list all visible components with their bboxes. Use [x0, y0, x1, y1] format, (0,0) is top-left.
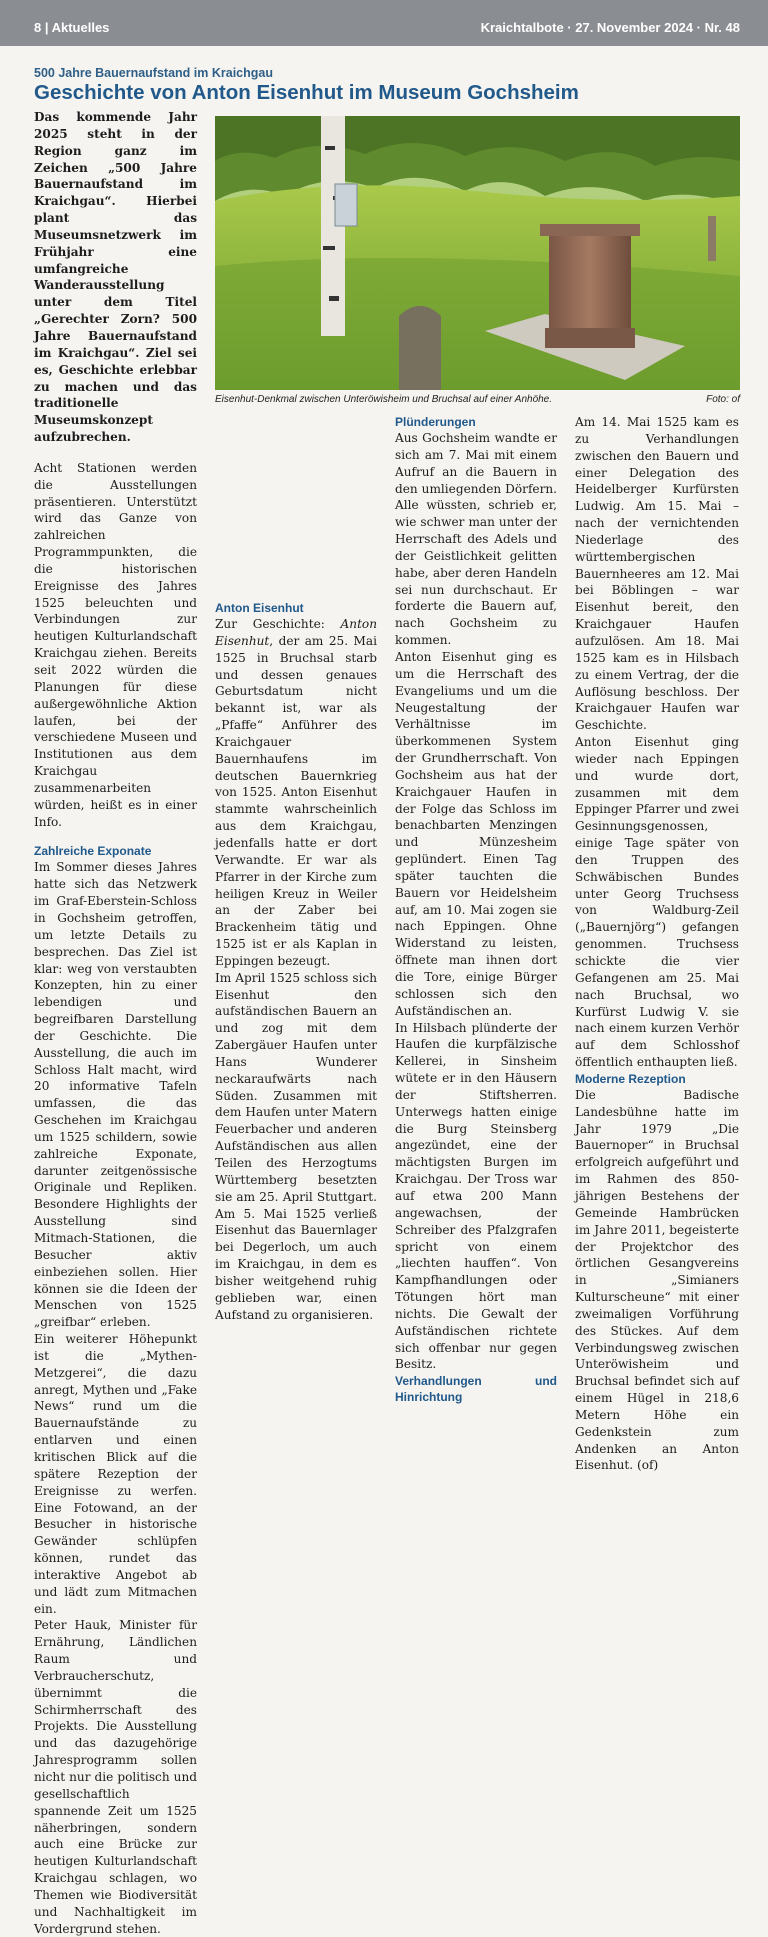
- paragraph: Zur Geschichte: Anton Eisenhut, der am 25. Mai 1525 in Bruchsal starb und dessen genaues Geburtsdatum nicht bekannt ist, war als „Pfaffe“ Anführer des Kraichgauer Bauernhaufens im deutschen Bauernkrieg von 1525. Anton Eisenhut stammte wahrscheinlich aus dem Kraichgau, jedenfalls hatte er dort Verwandte. Er war als Pfarrer in der Kirche zum heiligen Kreuz in Weiler an der Zaber bei Brackenheim tätig und 1525 ist er als Kaplan in Eppingen bezeugt.: [215, 617, 377, 968]
- column-3: [395, 414, 557, 1405]
- article-headline: Geschichte von Anton Eisenhut im Museum Gochsheim: [34, 81, 579, 104]
- column-2: [215, 414, 377, 1323]
- paragraph: Im Sommer dieses Jahres hatte sich das Netzwerk im Graf-Eberstein-Schloss in Gochsheim getroffen, um letzte Details zu besprechen. Das Ziel ist klar: weg von verstaubten Konzepten, hin zu einer lebendigen und begreifbaren Darstellung der Geschichte. Die Ausstellung, die auch im Schloss Halt macht, wird 20 informative Tafeln umfassen, die das Geschehen im Kraichgau um 1525 schildern, sowie zahlreiche Exponate, darunter zeitgenössische Originale und Repliken. Besondere Highlights der Ausstellung sind Mitmach-Stationen, die Besucher aktiv einbeziehen sollen. Hier können sie die Ideen der Menschen von 1525 „greifbar“ erleben.: [34, 860, 197, 1330]
- paragraph: Aus Gochsheim wandte er sich am 7. Mai mit einem Aufruf an die Bauern in den umliegenden Dörfern. Alle wüssten, schrieb er, wie schwer man unter der Herrschaft des Adels und der Geistlichkeit gelitten habe, aber deren Handeln sei nun durchschaut. Er forderte die Bauern auf, nach Gochsheim zu kommen.: [395, 431, 557, 648]
- paragraph: Peter Hauk, Minister für Ernährung, Ländlichen Raum und Verbraucherschutz, übernimmt die Schirmherrschaft des Projekts. Die Ausstellung und das dazugehörige Jahresprogramm sollen nicht nur die politisch und gesellschaftlich spannende Zeit um 1525 näherbringen, sondern auch eine Brücke zur heutigen Kulturlandschaft Kraichgau schlagen, wo Themen wie Biodiversität und Nachhaltigkeit im Vordergrund stehen.: [34, 1618, 197, 1936]
- name-anton-eisenhut: Anton Eisenhut: [215, 617, 377, 648]
- paragraph: Ein weiterer Höhepunkt ist die „Mythen-Metzgerei“, die dazu anregt, Mythen und „Fake News“ rund um die Bauernaufstände zu entlarven und einen kritischen Blick auf die spätere Rezeption der Ereignisse zu werfen. Eine Fotowand, an der Besucher in historische Gewänder schlüpfen können, rundet das interaktive Angebot ab und lädt zum Mitmachen ein.: [34, 1332, 197, 1616]
- paragraph: Im April 1525 schloss sich Eisenhut den aufständischen Bauern an und zog mit dem Zabergäuer Haufen unter Hans Wunderer neckaraufwärts nach Süden. Zusammen mit dem Haufen unter Matern Feuerbacher und anderen Aufständischen aus allen Teilen des Herzogtums Württemberg besetzten sie am 25. April Stuttgart. Am 5. Mai 1525 verließ Eisenhut das Bauernlager bei Degerloch, um auch im Kraichgau, in dem es bisher weitgehend ruhig geblieben war, einen Aufstand zu organisieren.: [215, 970, 377, 1322]
- monument-photo: [215, 116, 740, 390]
- subheading-pluenderungen: Plünderungen: [395, 415, 476, 429]
- lead-paragraph: Das kommende Jahr 2025 steht in der Region ganz im Zeichen „500 Jahre Bauernaufstand im Kraichgau“. Hierbei plant das Museumsnetzwerk im Frühjahr eine umfangreiche Wanderausstellung unter dem Titel „Gerechter Zorn? 500 Jahre Bauernaufstand im Kraichgau“. Ziel sei es, Geschichte erlebbar zu machen und das traditionelle Museumskonzept aufzubrechen.: [34, 110, 197, 445]
- column-1: [34, 109, 197, 1937]
- photo-credit: Foto: of: [706, 394, 740, 405]
- paragraph: In Hilsbach plünderte der Haufen die kurpfälzische Kellerei, in Sinsheim wütete er in den Häusern der Stiftsherren. Unterwegs hatten einige die Burg Steinsberg angezündet, eine der mächtigsten Burgen im Kraichgau. Der Tross war auf etwa 200 Mann angewachsen, der Schreiber des Pfalzgrafen spricht von einem „liechten hauffen“. Von Kampfhandlungen oder Tötungen hört man nichts. Die Gewalt der Aufständischen richtete sich offenbar nur gegen Besitz.: [395, 1020, 557, 1372]
- subheading-eisenhut: Anton Eisenhut: [215, 601, 304, 615]
- subheading-verhandlungen: Verhandlungen und Hinrichtung: [395, 1374, 557, 1405]
- page-header: [0, 0, 768, 46]
- paragraph: Die Badische Landesbühne hatte im Jahr 1979 „Die Bauernoper“ in Bruchsal erfolgreich aufgeführt und im Rahmen des 850-jährigen Bestehens der Gemeinde Hambrücken im Jahre 2011, begeisterte der Projektchor des örtlichen Gesangvereins in „Simianers Kulturscheune“ mit einer zweimaligen Vorführung des Stückes. Auf dem Verbindungsweg zwischen Unteröwisheim und Bruchsal befindet sich auf einem Hügel in 218,6 Metern Höhe ein Gedenkstein zum Andenken an Anton Eisenhut. (of): [575, 1087, 739, 1473]
- paragraph: Anton Eisenhut ging wieder nach Eppingen und wurde dort, zusammen mit dem Eppinger Pfarrer und zwei Gesinnungsgenossen, einige Tage später von den Truppen des Schwäbischen Bundes unter Georg Truchsess von Waldburg-Zeil („Bauernjörg“) gefangen genommen. Truchsess schickte die vier Gefangenen am 25. Mai nach Bruchsal, wo Kurfürst Ludwig V. sie nach einem kurzen Verhör auf dem Schlosshof öffentlich enthaupten ließ.: [575, 735, 739, 1070]
- photo-caption: [215, 394, 740, 405]
- article-kicker: 500 Jahre Bauernaufstand im Kraichgau: [34, 66, 273, 80]
- paragraph: Acht Stationen werden die Ausstellungen präsentieren. Unterstützt wird das Ganze von zahlreichen Programmpunkten, die die historischen Ereignisse des Jahres 1525 beleuchten und Verbindungen zur heutigen Kulturlandschaft Kraichgau ziehen. Bereits seit 2022 würden die Planungen für diese außergewöhnliche Aktion laufen, bei der verschiedene Museen und Institutionen aus dem Kraichgau zusammenarbeiten würden, heißt es in einer Info.: [34, 460, 197, 829]
- paragraph: Anton Eisenhut ging es um die Herrschaft des Evangeliums und um die Neugestaltung der Verhältnisse im überkommenen System der Grundherrschaft. Von Gochsheim aus hat der Kraichgauer Haufen in der Folge das Schloss im benachbarten Menzingen und Münzesheim geplündert. Einen Tag später tauchten die Bauern vor Heidelsheim auf, am 10. Mai zogen sie nach Eppingen. Ohne Widerstand zu leisten, öffnete man ihnen dort die Tore, einige Bürger schlossen sich den Aufständischen an.: [395, 649, 557, 1018]
- column-4: [575, 414, 739, 1474]
- subheading-rezeption: Moderne Rezeption: [575, 1071, 686, 1086]
- issue-info: Kraichtalbote · 27. November 2024 · Nr. 48: [480, 20, 740, 35]
- paragraph: Am 14. Mai 1525 kam es zu Verhandlungen zwischen den Bauern und einer Delegation des Heidelberger Kurfürsten Ludwig. Am 15. Mai – nach der vernichtenden Niederlage des württembergischen Bauernheeres am 12. Mai bei Böblingen – war Eisenhut bereit, den Kraichgauer Haufen aufzulösen. Am 18. Mai 1525 kam es in Hilsbach zu einem Vertrag, der die Auflösung beschloss. Der Kraichgauer Haufen war Geschichte.: [575, 415, 739, 733]
- caption-text: Eisenhut-Denkmal zwischen Unteröwisheim und Bruchsal auf einer Anhöhe.: [215, 394, 553, 405]
- section-label: 8 | Aktuelles: [34, 20, 110, 35]
- subheading-exponate: Zahlreiche Exponate: [34, 844, 152, 859]
